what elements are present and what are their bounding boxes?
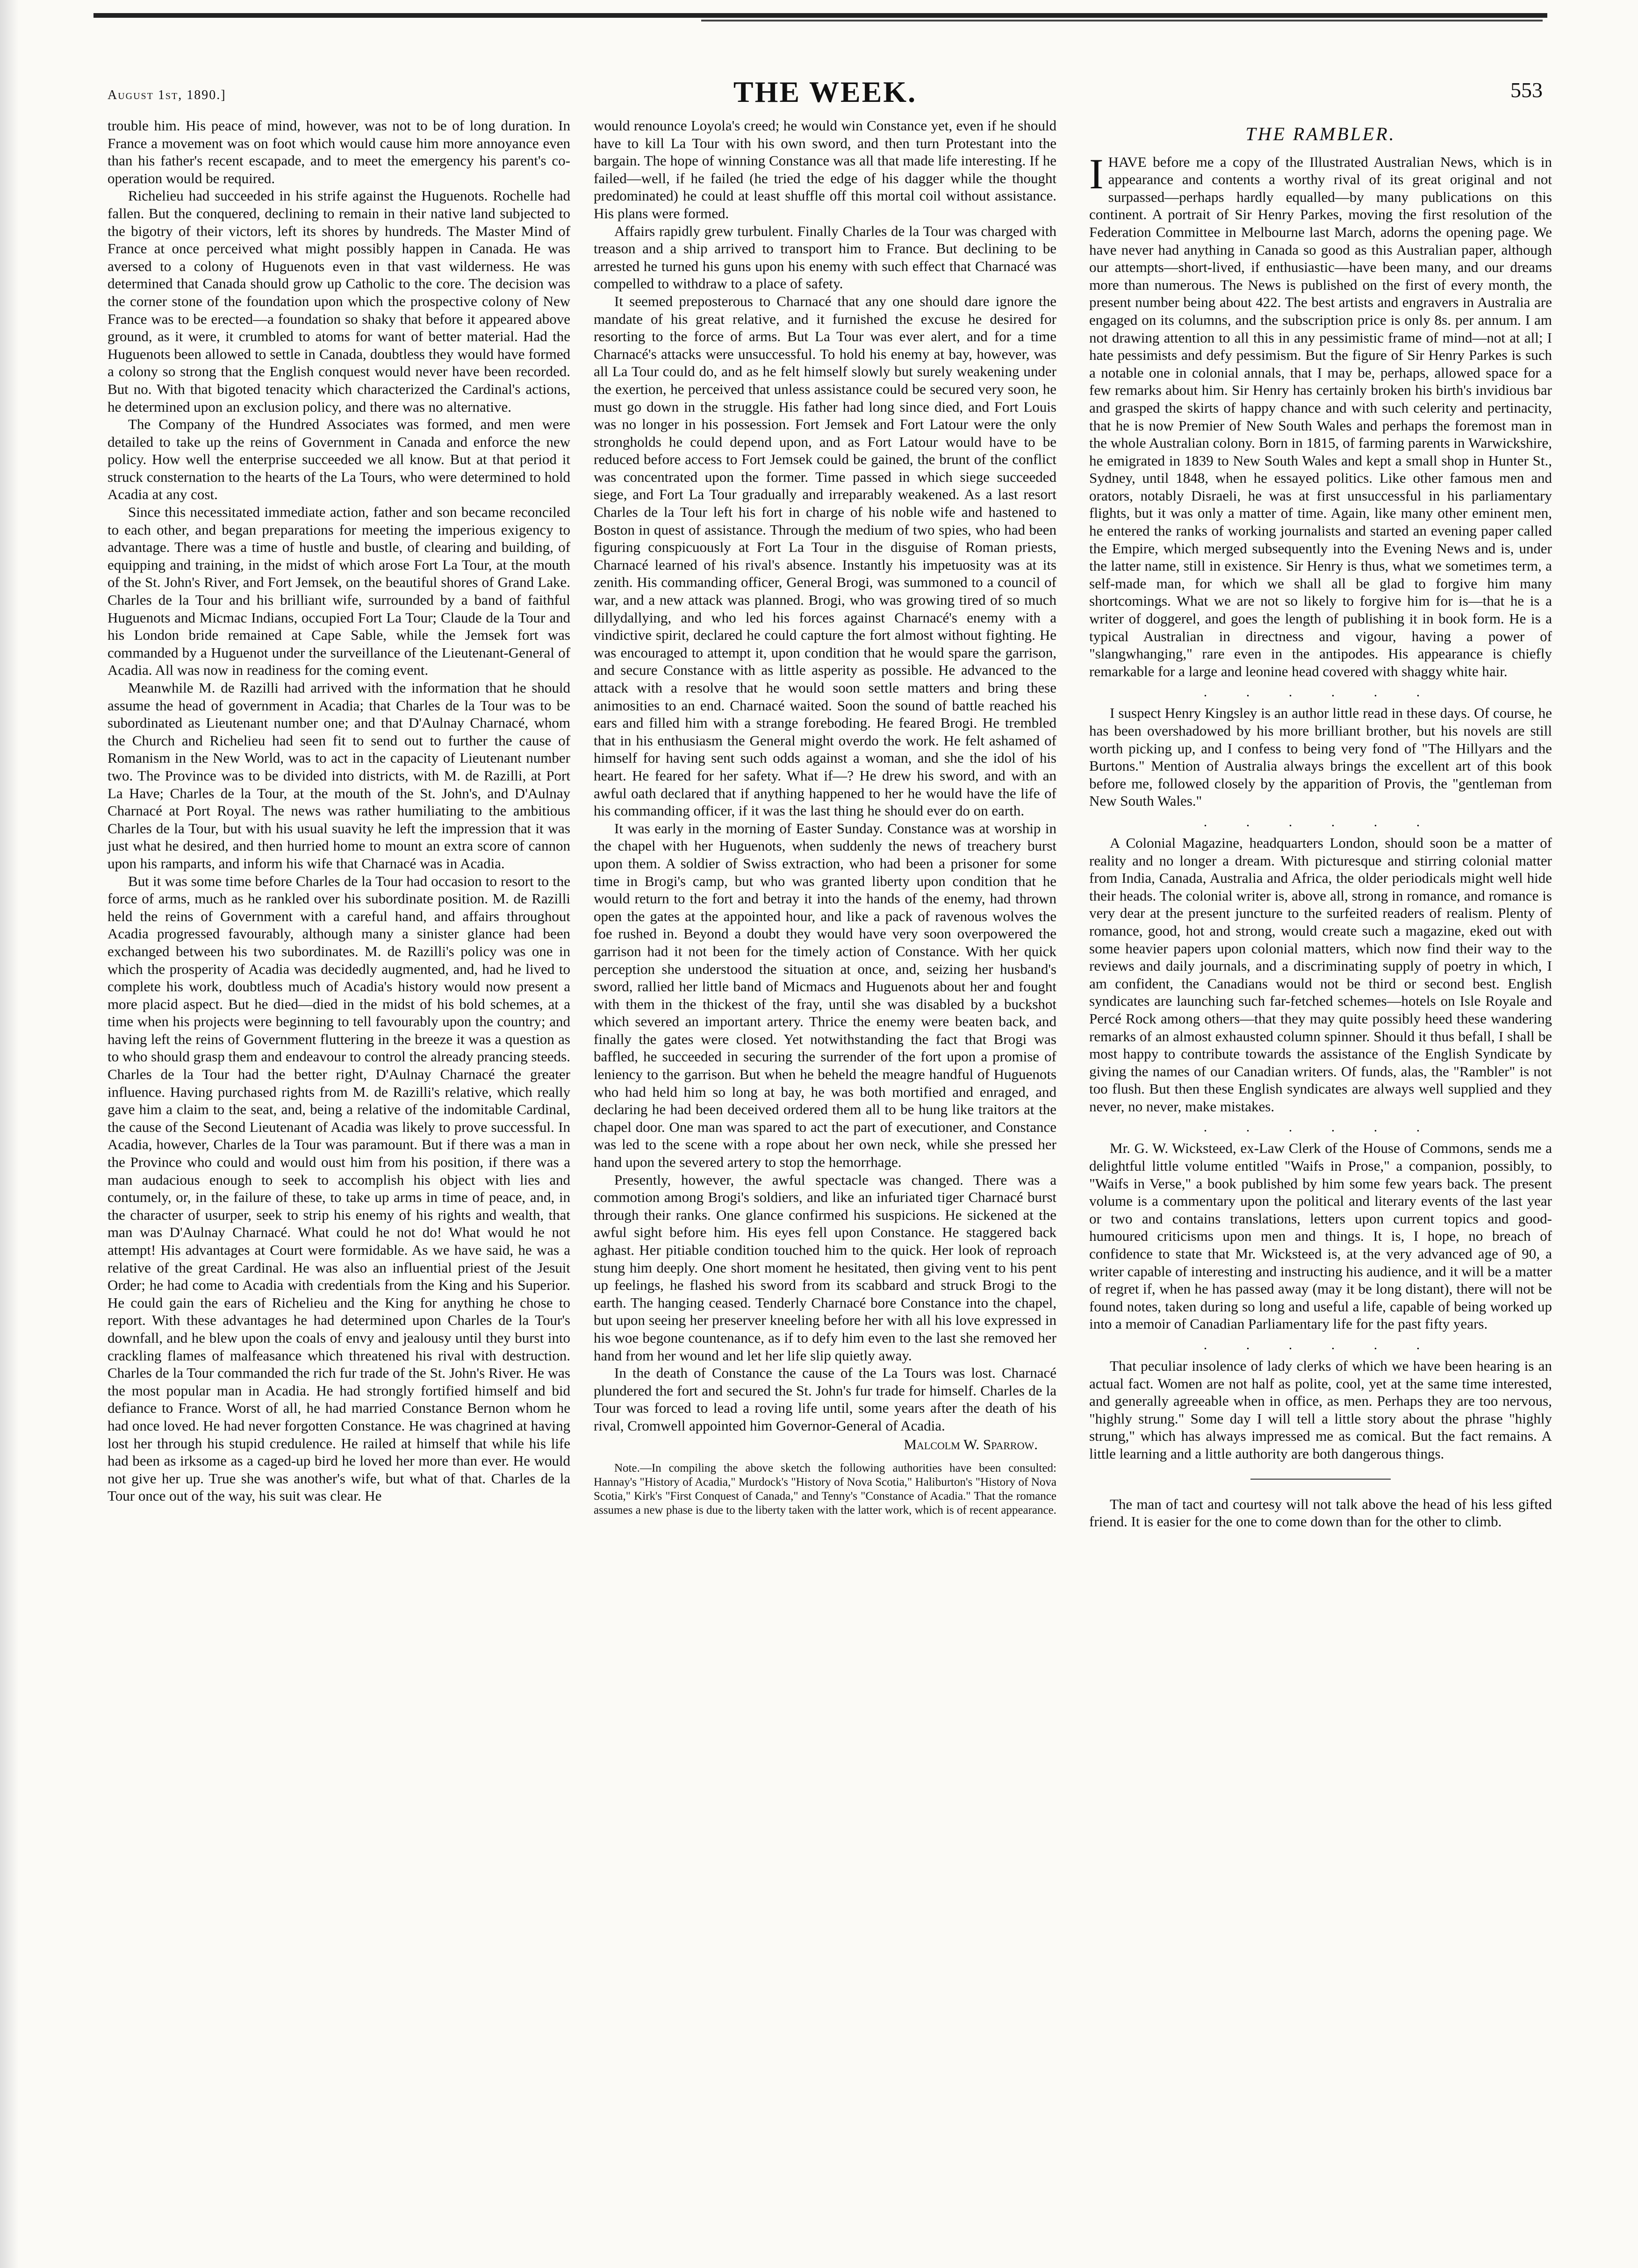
paragraph: would renounce Loyola's creed; he would win Constance yet, even if he should have to kill La Tour with his own sword, and then turn Protestant into the bargain. The hope of winning Constance was all that made life interesting. If he failed—well, if he failed (he tried the edge of his dagger while the thought predominated) he could at least shuffle off this mortal coil without assistance. His plans were formed. (594, 117, 1056, 222)
paragraph: It seemed preposterous to Charnacé that any one should dare ignore the mandate of his great relative, and it furnished the excuse he desired for resorting to the force of arms. But La Tour was ever alert, and for a time Charnacé's attacks were unsuccessful. To hold his enemy at bay, however, was all La Tour could do, and as he felt himself slowly but surely weakening under the exertion, he perceived that unless assistance could be secured very soon, he must go down in the struggle. His father had long since died, and Fort Louis was no longer in his possession. Fort Jemsek and Fort Latour were the only strongholds he could depend upon, and as Fort Latour would have to be reduced before access to Fort Jemsek could be gained, the brunt of the conflict was concentrated upon the former. Time passed in which siege succeeded siege, and Fort La Tour gradually and irreparably weakened. As a last resort Charles de la Tour left his fort in charge of his noble wife and hastened to Boston in quest of assistance. Through the medium of two spies, who had been figuring conspicuously at Fort La Tour in the disguise of Roman priests, Charnacé learned of his rival's absence. Instantly his impetuosity was at its zenith. His commanding officer, General Brogi, was summoned to a council of war, and a new attack was planned. Brogi, who was growing tired of so much dillydallying, and who led his forces against Charnacé's enemy with a vindictive spirit, declared he could capture the fort almost without fighting. He was encouraged to attempt it, upon condition that he would spare the garrison, and secure Constance with as little asperity as possible. He advanced to the attack with a resolve that he would soon settle matters and bring these animosities to an end. Charnacé waited. Soon the sound of battle reached his ears and filled him with a strange foreboding. He feared Brogi. He trembled that in his enthusiasm the General might overdo the work. He felt ashamed of himself for having sent such odds against a woman, and she the idol of his heart. He feared for her safety. What if—? He drew his sword, and with an awful oath declared that if anything happened to her he would have the life of his commanding officer, if it was the last thing he should ever do on earth. (594, 293, 1056, 819)
footnote: Note.—In compiling the above sketch the following authorities have been consulted: Hannay's "History of Acadia," Murdock's "History of Nova Scotia," Haliburton's "History of Nova Scotia," Kirk's "First Conquest of Canada," and Tenny's "Constance of Acadia." That the romance assumes a new phase is due to the liberty taken with the latter work, which is of recent appearance. (594, 1462, 1056, 1517)
top-border-rule (93, 13, 1547, 18)
paragraph: Meanwhile M. de Razilli had arrived with the information that he should assume the head of government in Acadia; that Charles de la Tour was to be subordinated as Lieutenant number one; and that D'Aulnay Charnacé, whom the Church and Richelieu had seen fit to send out to further the cause of Romanism in the New World, was to act in the capacity of Lieutenant number two. The Province was to be divided into districts, with M. de Razilli, at Port La Have; Charles de la Tour, at the mouth of the St. John's, and D'Aulnay Charnacé at Port Royal. The news was rather humiliating to the ambitious Charles de la Tour, but with his usual suavity he left the impression that it was just what he desired, and then hurried home to mount an extra score of cannon upon his ramparts, and inform his wife that Charnacé was in Acadia. (108, 680, 570, 872)
author-signature: Malcolm W. Sparrow. (904, 1436, 1038, 1452)
section-title: THE RAMBLER. (1245, 123, 1396, 144)
paragraph: The man of tact and courtesy will not talk above the head of his less gifted friend. It is easier for the one to come down than for the other to climb. (1089, 1495, 1552, 1530)
paragraph: It was early in the morning of Easter Sunday. Constance was at worship in the chapel with her Huguenots, when suddenly the news of treachery burst upon them. A soldier of Swiss extraction, who had been a prisoner for some time in Brogi's camp, but who was granted liberty upon condition that he would return to the fort and betray it into the hands of the enemy, had thrown open the gates at the appointed hour, and like a pack of ravenous wolves the foe rushed in. Beyond a doubt they would have very soon overpowered the garrison had it not been for the timely action of Constance. With her quick perception she understood the situation at once, and, seizing her husband's sword, rallied her little band of Micmacs and Huguenots about her and fought with them in the thickest of the fray, until she was disabled by a buckshot which severed an important artery. Thrice the enemy were beaten back, and finally the gates were closed. Yet notwithstanding the fact that Brogi was baffled, he succeeded in securing the surrender of the fort upon a promise of leniency to the garrison. But when he beheld the meagre handful of Huguenots who had held him so long at bay, he was both mortified and enraged, and declaring he had been deceived ordered them all to be hung like traitors at the chapel door. One man was spared to act the part of executioner, and Constance was led to the scene with a rope about her own neck, while she pressed her hand upon the severed artery to stop the hemorrhage. (594, 820, 1056, 1171)
page-header (108, 75, 1543, 112)
paragraph: Mr. G. W. Wicksteed, ex-Law Clerk of the House of Commons, sends me a delightful little volume entitled "Waifs in Prose," a companion, possibly, to "Waifs in Verse," a book published by him some few years back. The present volume is a commentary upon the political and literary events of the last year or two and contains translations, letters upon current topics and good-humoured criticisms upon men and things. It is, I hope, no breach of confidence to state that Mr. Wicksteed is, at the very advanced age of 90, a writer capable of interesting and instructing his audience, and it will be a matter of regret if, when he has passed away (may it be long distant), there will not be found notes, taken during so long and useful a life, capable of being worked up into a memoir of Canadian Parliamentary life for the past fifty years. (1089, 1140, 1552, 1332)
paragraph: A Colonial Magazine, headquarters London, should soon be a matter of reality and no longer a dream. With picturesque and stirring colonial matter from India, Canada, Australia and Africa, the older periodicals might well hide their heads. The colonial writer is, above all, strong in romance, and romance is very dear at the present juncture to the surfeited readers of realism. Plenty of romance, good, hot and strong, would create such a magazine, eked out with some heavier papers upon colonial matters, which now find their way to the reviews and daily journals, and a discriminating supply of poetry in which, I am confident, the Canadians would not be third or second best. English syndicates are launching such far-fetched schemes—hotels on Isle Royale and Percé Rock among others—that they may quite possibly heed these wandering remarks of an almost exhausted column spinner. Should it thus befall, I shall be most happy to contribute towards the assistance of the English Syndicate by giving the names of our Canadian writers. Of funds, alas, the "Rambler" is not too flush. But then these English syndicates are always well supplied and they never, no never, make mistakes. (1089, 834, 1552, 1115)
drop-cap: I (1089, 150, 1104, 198)
horizontal-rule (1250, 1479, 1391, 1480)
section-divider: . . . . . . (1203, 1337, 1438, 1352)
paragraph: Affairs rapidly grew turbulent. Finally Charles de la Tour was charged with treason and a ship arrived to transport him to France. But declining to be arrested he turned his guns upon his enemy with such effect that Charnacé was compelled to withdraw to a place of safety. (594, 222, 1056, 292)
paragraph-with-dropcap (1089, 150, 1552, 680)
paragraph: I suspect Henry Kingsley is an author little read in these days. Of course, he has been overshadowed by his more brilliant brother, but his novels are still worth picking up, and I confess to being very fond of "The Hillyars and the Burtons." Mention of Australia always brings the excellent art of this book before me, followed closely by the apparition of Provis, the "gentleman from New South Wales." (1089, 705, 1552, 809)
paragraph: Since this necessitated immediate action, father and son became reconciled to each other, and began preparations for meeting the imperious exigency to advantage. There was a time of hustle and bustle, of clearing and building, of equipping and training, in the midst of which arose Fort La Tour, at the mouth of the St. John's River, and Fort Jemsek, on the beautiful shores of Grand Lake. Charles de la Tour and his brilliant wife, surrounded by a band of faithful Huguenots and Micmac Indians, occupied Fort La Tour; Claude de la Tour and his London bride remained at Cape Sable, while the Jemsek fort was commanded by a Huguenot under the surveillance of the Lieutenant-General of Acadia. All was now in readiness for the coming event. (108, 504, 570, 679)
publication-title: THE WEEK. (733, 75, 917, 108)
paragraph: In the death of Constance the cause of the La Tours was lost. Charnacé plundered the fort and secured the St. John's fur trade for himself. Charles de la Tour was forced to lead a roving life until, some years after the death of his rival, Cromwell appointed him Governor-General of Acadia. (594, 1365, 1056, 1434)
column-left (108, 117, 570, 1505)
paragraph: But it was some time before Charles de la Tour had occasion to resort to the force of arms, much as he rankled over his subordinate position. M. de Razilli held the reins of Government with a careful hand, and affairs throughout Acadia progressed favourably, although many a sinister glance had been exchanged between his two subordinates. M. de Razilli's policy was one in which the prosperity of Acadia was decidedly augmented, and, had he lived to complete his work, doubtless much of Acadia's history would now present a more placid aspect. But he died—died in the midst of his bold schemes, at a time when his projects were beginning to tell favourably upon the country; and having left the reins of Government fluttering in the breeze it was a question as to who should grasp them and endeavour to control the already prancing steeds. Charles de la Tour had the better right, D'Aulnay Charnacé the greater influence. Having purchased rights from M. de Razilli's relative, which really gave him a claim to the seat, and, being a relative of the indomitable Cardinal, the cause of the Second Lieutenant of Acadia was likely to prove successful. In Acadia, however, Charles de la Tour was paramount. But if there was a man in the Province who could and would oust him from his position, if there was a man audacious enough to seek to accomplish his object with lies and contumely, or, in the failure of these, to take up arms in time of peace, and, in the character of usurper, seek to strip his enemy of his rights and wealth, that man was D'Aulnay Charnacé. What could he not do! What would he not attempt! His advantages at Court were formidable. As we have said, he was a relative of the great Cardinal. He was also an influential priest of the Jesuit Order; he had come to Acadia with credentials from the King and his Superior. He could gain the ears of Richelieu and the King for anything he chose to report. With these advantages he had determined upon Charles de la Tour's downfall, and he blew upon the coals of envy and jealousy until they burst into crackling flames of malfeasance which threatened his rival with destruction. Charles de la Tour commanded the rich fur trade of the St. John's River. He was the most popular man in Acadia. He had strongly fortified himself and bid defiance to France. Worst of all, he had married Constance Bernon whom he had once loved. He had never forgotten Constance. He was chagrined at having lost her through his stupid credulence. He railed at himself that while his life had been as irksome as a caged-up bird he loved her more than ever. He would not give her up. True she was another's wife, but what of that. Charles de la Tour once out of the way, his suit was clear. He (108, 873, 570, 1504)
paragraph: The Company of the Hundred Associates was formed, and men were detailed to take up the reins of Government in Canada and enforce the new policy. How well the enterprise succeeded we all know. But at that period it struck consternation to the hearts of the La Tours, who were determined to hold Acadia at any cost. (108, 416, 570, 503)
paragraph: Presently, however, the awful spectacle was changed. There was a commotion among Brogi's soldiers, and like an infuriated tiger Charnacé burst through their ranks. One glance confirmed his suspicions. He sickened at the awful sight before him. His eyes fell upon Constance. He staggered back aghast. Her pitiable condition touched him to the quick. Her look of reproach stung him deeply. One short moment he hesitated, then giving vent to his pent up feelings, he flashed his sword from its scabbard and struck Brogi to the earth. The hanging ceased. Tenderly Charnacé bore Constance into the chapel, but upon seeing her preserver kneeling before her with all his love expressed in his woe begone countenance, as if to defy him even to the last she removed her hand from her wound and let her life slip quietly away. (594, 1171, 1056, 1364)
column-middle (594, 117, 1056, 1517)
paragraph: That peculiar insolence of lady clerks of which we have been hearing is an actual fact. Women are not half as polite, cool, yet at the same time interested, and generally agreeable when in office, as men. Perhaps they are too nervous, "highly strung." Some day I will tell a little story about the phrase "highly strung," which has always impressed me as comical. But the fact remains. A little learning and a little authority are both dangerous things. (1089, 1358, 1552, 1462)
section-divider: . . . . . . (1203, 814, 1438, 830)
top-border-rule-secondary (701, 20, 1543, 21)
section-divider: . . . . . . (1203, 1119, 1438, 1135)
paragraph-text: HAVE before me a copy of the Illustrated Australian News, which is in appearance and contents a worthy rival of its great original and not surpassed—perhaps hardly equalled—by many publications on this continent. A portrait of Sir Henry Parkes, moving the first resolution of the Federation Committee in Melbourne last March, adorns the opening page. We have never had anything in Canada so good as this Australian paper, although our attempts—short-lived, if enthusiastic—have been many, and our dreams more than numerous. The News is published on the first of every month, the present number being about 422. The best artists and engravers in Australia are engaged on its columns, and the subscription price is only 8s. per annum. I am not drawing attention to all this in any pessimistic frame of mind—not at all; I hate pessimists and defy pessimism. But the figure of Sir Henry Parkes is such a notable one in colonial annals, that I may be, perhaps, allowed space for a few remarks about him. Sir Henry has certainly broken his birth's invidious bar and grasped the skirts of happy chance and with such celerity and pertinacity, that he is now Premier of New South Wales and perhaps the foremost man in the whole Australian colony. Born in 1815, of farming parents in Warwickshire, he emigrated in 1839 to New South Wales and kept a small shop in Hunter St., Sydney, until 1848, when he essayed politics. Like other famous men and orators, notably Disraeli, he was at first unsuccessful in his parliamentary flights, but it was only a matter of time. Again, like many other eminent men, he entered the ranks of working journalists and started an evening paper called the Empire, which merged subsequently into the Evening News and is, under the latter name, still in existence. Sir Henry is thus, what we sometimes term, a self-made man, for which we shall all be glad to forgive him many shortcomings. What we are not so likely to forgive him for is—that he is a writer of doggerel, and goes the length of publishing it in book form. He is a typical Australian in directness and vigour, having a power of "slangwhanging," rare even in the antipodes. His appearance is chiefly remarkable for a large and leonine head covered with shaggy white hair. (1089, 153, 1552, 680)
paragraph: trouble him. His peace of mind, however, was not to be of long duration. In France a movement was on foot which would cause him more annoyance even than his father's recent escapade, and to meet the emergency his parent's co-operation would be required. (108, 117, 570, 186)
issue-date: August 1st, 1890.] (108, 88, 226, 102)
page-number: 553 (1510, 78, 1543, 102)
page-edge-shadow (0, 0, 19, 2268)
column-right (1089, 117, 1552, 1531)
section-divider: . . . . . . (1203, 684, 1438, 700)
paragraph: Richelieu had succeeded in his strife against the Huguenots. Rochelle had fallen. But the conquered, declining to remain in their native land subjected to the bigotry of their victors, left its shores by hundreds. The Master Mind of France at once perceived what might possibly happen in Canada. He was aversed to a colony of Huguenots even in that vast wilderness. He was determined that Canada should grow up Catholic to the core. The decision was the corner stone of the foundation upon which the prospective colony of New France was to be erected—a foundation so shaky that before it appeared above ground, as it were, it crumbled to atoms for want of better material. Had the Huguenots been allowed to settle in Canada, doubtless they would have formed a colony so strong that the English conquest would never have been recorded. But no. With that bigoted tenacity which characterized the Cardinal's actions, he determined upon an exclusion policy, and there was no alternative. (108, 187, 570, 415)
